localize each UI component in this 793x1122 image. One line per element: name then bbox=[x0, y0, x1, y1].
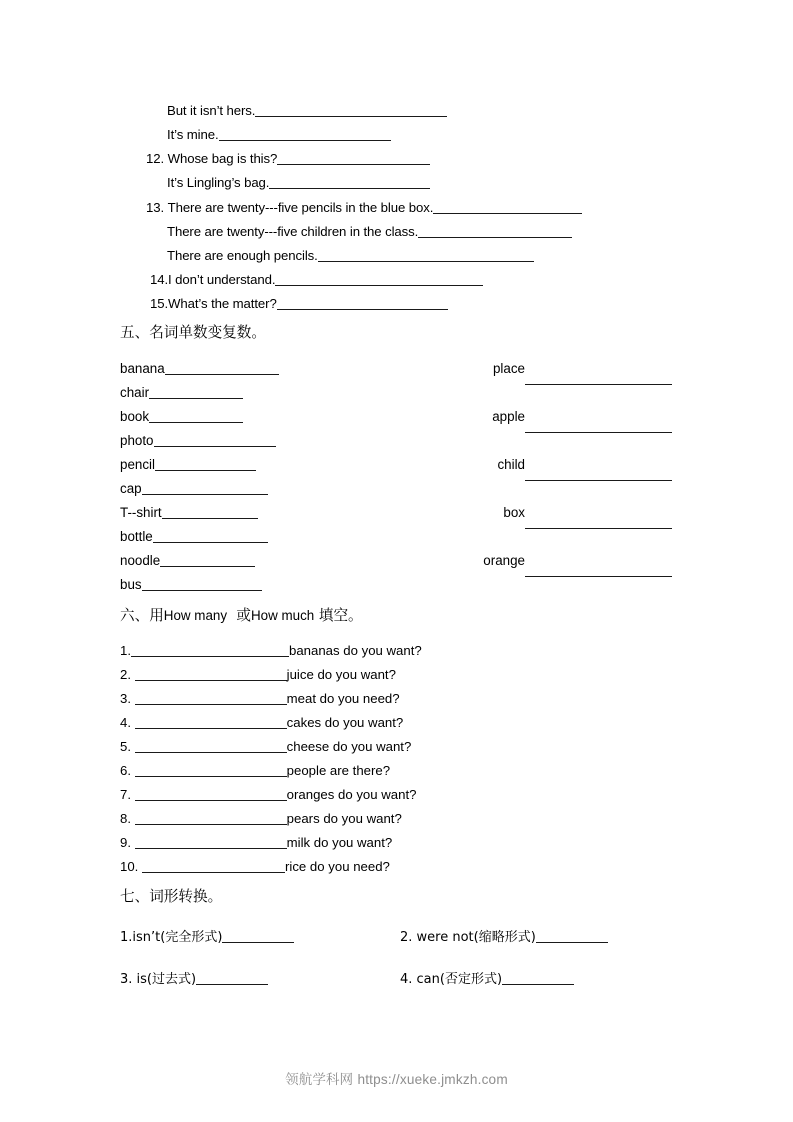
noun-word: bus bbox=[120, 577, 142, 592]
answer-blank[interactable] bbox=[135, 741, 287, 753]
noun-word: orange bbox=[483, 553, 525, 568]
answer-blank[interactable] bbox=[536, 931, 608, 943]
answer-blank[interactable] bbox=[277, 298, 448, 310]
exercise-line-text: But it isn’t hers. bbox=[167, 103, 256, 118]
exercise-line bbox=[150, 272, 483, 288]
item-number: 6. bbox=[120, 763, 131, 778]
exercise-line-text: There are enough pencils. bbox=[167, 248, 318, 263]
noun-word: cap bbox=[120, 481, 142, 496]
item-number: 2. bbox=[120, 667, 131, 682]
noun-word: banana bbox=[120, 361, 165, 376]
answer-blank[interactable] bbox=[269, 177, 430, 189]
exercise-line-text: I don’t understand. bbox=[168, 272, 276, 287]
item-number: 1. bbox=[120, 643, 131, 658]
answer-blank[interactable] bbox=[525, 421, 672, 433]
item-text: bananas do you want? bbox=[289, 643, 422, 658]
watermark-url: https://xueke.jmkzh.com bbox=[357, 1072, 508, 1087]
item-text: cheese do you want? bbox=[286, 739, 412, 754]
answer-blank[interactable] bbox=[154, 435, 276, 447]
answer-blank[interactable] bbox=[525, 517, 672, 529]
noun-word: apple bbox=[492, 409, 525, 424]
noun-item-left bbox=[120, 361, 279, 377]
exercise-line-number: 15. bbox=[150, 296, 169, 311]
watermark bbox=[0, 1068, 793, 1088]
section-six-heading-prefix: 六、用 bbox=[120, 607, 164, 624]
exercise-line-number: 13. bbox=[146, 200, 165, 215]
howmany-item bbox=[120, 835, 392, 851]
noun-item-left bbox=[120, 577, 262, 593]
word-form-item bbox=[400, 972, 574, 988]
noun-word: noodle bbox=[120, 553, 161, 568]
answer-blank[interactable] bbox=[142, 579, 262, 591]
answer-blank[interactable] bbox=[135, 837, 287, 849]
answer-blank[interactable] bbox=[196, 973, 268, 985]
noun-word: pencil bbox=[120, 457, 155, 472]
howmany-item bbox=[120, 811, 402, 827]
howmany-item bbox=[120, 859, 390, 875]
item-text: meat do you need? bbox=[286, 691, 400, 706]
word-form-label: 4. can(否定形式) bbox=[400, 972, 503, 987]
word-form-label: 3. is(过去式) bbox=[120, 972, 197, 987]
noun-word: chair bbox=[120, 385, 150, 400]
exercise-line bbox=[150, 296, 448, 312]
noun-item-left bbox=[120, 529, 268, 545]
item-number: 3. bbox=[120, 691, 131, 706]
item-text: pears do you want? bbox=[286, 811, 402, 826]
item-text: rice do you need? bbox=[285, 859, 390, 874]
noun-word: photo bbox=[120, 433, 154, 448]
exercise-line bbox=[146, 151, 430, 167]
noun-item-left bbox=[120, 409, 243, 425]
noun-word: box bbox=[503, 505, 525, 520]
answer-blank[interactable] bbox=[275, 274, 483, 286]
answer-blank[interactable] bbox=[277, 153, 430, 165]
howmany-item bbox=[120, 739, 411, 755]
noun-item-left bbox=[120, 481, 268, 497]
answer-blank[interactable] bbox=[502, 973, 574, 985]
noun-word: book bbox=[120, 409, 150, 424]
noun-item-right bbox=[400, 361, 525, 377]
answer-blank[interactable] bbox=[418, 226, 572, 238]
exercise-line bbox=[167, 127, 391, 143]
answer-blank[interactable] bbox=[165, 363, 279, 375]
item-number: 8. bbox=[120, 811, 131, 826]
noun-item-left bbox=[120, 433, 276, 449]
item-number: 10. bbox=[120, 859, 139, 874]
item-number: 7. bbox=[120, 787, 131, 802]
exercise-line-number: 12. bbox=[146, 151, 165, 166]
exercise-line bbox=[167, 248, 534, 264]
item-number: 9. bbox=[120, 835, 131, 850]
howmany-item bbox=[120, 715, 403, 731]
answer-blank[interactable] bbox=[135, 789, 287, 801]
exercise-line bbox=[146, 200, 582, 216]
section-five-heading bbox=[120, 324, 266, 342]
answer-blank[interactable] bbox=[149, 387, 243, 399]
noun-item-left bbox=[120, 457, 256, 473]
answer-blank[interactable] bbox=[222, 931, 294, 943]
item-text: people are there? bbox=[286, 763, 391, 778]
noun-word: bottle bbox=[120, 529, 153, 544]
noun-word: T--shirt bbox=[120, 505, 162, 520]
answer-blank[interactable] bbox=[162, 507, 258, 519]
item-text: milk do you want? bbox=[286, 835, 393, 850]
item-text: oranges do you want? bbox=[286, 787, 417, 802]
answer-blank[interactable] bbox=[149, 411, 243, 423]
noun-item-right bbox=[400, 457, 525, 473]
answer-blank[interactable] bbox=[142, 861, 285, 873]
answer-blank[interactable] bbox=[135, 813, 287, 825]
section-six-option-one: How many bbox=[163, 608, 228, 623]
exercise-line bbox=[167, 175, 430, 191]
howmany-item bbox=[120, 787, 416, 803]
answer-blank[interactable] bbox=[525, 373, 672, 385]
answer-blank[interactable] bbox=[525, 469, 672, 481]
section-seven-heading bbox=[120, 888, 222, 906]
word-form-item bbox=[120, 972, 268, 988]
noun-item-right bbox=[400, 409, 525, 425]
answer-blank[interactable] bbox=[135, 717, 287, 729]
item-number: 4. bbox=[120, 715, 131, 730]
exercise-line bbox=[167, 103, 447, 119]
section-six-option-two: How much bbox=[250, 608, 315, 623]
noun-item-left bbox=[120, 553, 255, 569]
section-six-heading bbox=[120, 607, 363, 625]
word-form-label: 2. were not(缩略形式) bbox=[400, 930, 536, 945]
section-seven-heading-text: 七、词形转换。 bbox=[120, 888, 223, 905]
noun-word: child bbox=[497, 457, 525, 472]
exercise-line-text: There are twenty---five pencils in the blue box. bbox=[167, 200, 434, 215]
section-six-heading-suffix: 填空。 bbox=[318, 607, 363, 624]
exercise-line-text: Whose bag is this? bbox=[167, 151, 278, 166]
watermark-site-name: 领航学科网 bbox=[285, 1072, 354, 1088]
howmany-item bbox=[120, 667, 396, 683]
exercise-line-number: 14. bbox=[150, 272, 169, 287]
exercise-line bbox=[167, 224, 572, 240]
answer-blank[interactable] bbox=[525, 565, 672, 577]
answer-blank[interactable] bbox=[155, 459, 256, 471]
answer-blank[interactable] bbox=[219, 129, 391, 141]
answer-blank[interactable] bbox=[160, 555, 255, 567]
howmany-item bbox=[120, 763, 390, 779]
howmany-item bbox=[120, 691, 400, 707]
section-five-heading-text: 五、名词单数变复数。 bbox=[120, 324, 266, 341]
exercise-line-text: It’s mine. bbox=[167, 127, 219, 142]
answer-blank[interactable] bbox=[433, 202, 582, 214]
noun-item-left bbox=[120, 505, 258, 521]
exercise-line-text: It’s Lingling’s bag. bbox=[167, 175, 270, 190]
item-number: 5. bbox=[120, 739, 131, 754]
answer-blank[interactable] bbox=[135, 693, 287, 705]
answer-blank[interactable] bbox=[142, 483, 268, 495]
noun-word: place bbox=[492, 361, 525, 376]
noun-item-left bbox=[120, 385, 243, 401]
noun-item-right bbox=[400, 553, 525, 569]
howmany-item bbox=[120, 643, 422, 659]
exercise-line-text: There are twenty---five children in the class. bbox=[167, 224, 419, 239]
answer-blank[interactable] bbox=[255, 105, 447, 117]
item-text: cakes do you want? bbox=[286, 715, 404, 730]
exercise-line-text: What’s the matter? bbox=[168, 296, 277, 311]
answer-blank[interactable] bbox=[135, 669, 287, 681]
section-six-heading-middle: 或 bbox=[236, 607, 251, 624]
answer-blank[interactable] bbox=[131, 645, 289, 657]
word-form-item bbox=[120, 930, 294, 946]
answer-blank[interactable] bbox=[153, 531, 268, 543]
answer-blank[interactable] bbox=[318, 250, 534, 262]
answer-blank[interactable] bbox=[135, 765, 287, 777]
noun-item-right bbox=[400, 505, 525, 521]
word-form-item bbox=[400, 930, 608, 946]
word-form-label: 1.isn’t(完全形式) bbox=[120, 930, 223, 945]
item-text: juice do you want? bbox=[286, 667, 396, 682]
